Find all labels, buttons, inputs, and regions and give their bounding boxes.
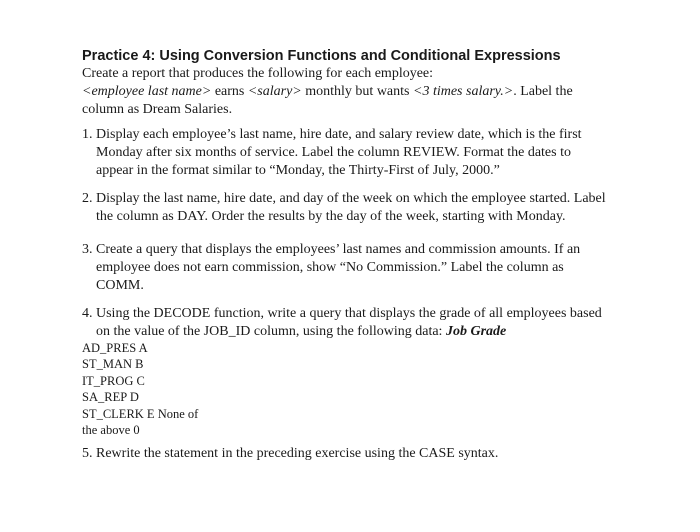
intro-monthly: monthly but wants: [301, 84, 413, 99]
employee-last-name-placeholder: <employee last name>: [82, 84, 212, 99]
grade-row: AD_PRES A: [82, 341, 148, 355]
question-4-line-2-text: on the value of the JOB_ID column, using the following data:: [96, 324, 446, 339]
question-1-line-2: Monday after six months of service. Label the column REVIEW. Format the dates to: [96, 145, 571, 160]
grade-row: ST_CLERK E None of: [82, 406, 199, 421]
grade-row: the above 0: [82, 422, 140, 437]
question-2-line-1: 2. Display the last name, hire date, and day of the week on which the employee started. Label: [82, 191, 606, 206]
grade-row: ST_MAN B: [82, 357, 144, 372]
question-4-line-2: [82, 323, 602, 341]
question-3: [82, 241, 580, 295]
intro-line-3: column as Dream Salaries.: [82, 102, 233, 117]
job-grade-list: [82, 340, 198, 438]
question-3-line-1: 3. Create a query that displays the employees’ last names and commission amounts. If an: [82, 242, 581, 257]
grade-row: IT_PROG C: [82, 373, 145, 388]
question-1-line-3: appear in the format similar to “Monday, the Thirty-First of July, 2000.”: [96, 163, 500, 178]
question-1-line-1: 1. Display each employee’s last name, hire date, and salary review date, which is the first: [82, 127, 582, 142]
practice-title: Practice 4: Using Conversion Functions and Conditional Expressions: [82, 48, 561, 64]
question-3-line-3: COMM.: [96, 278, 144, 293]
job-grade-heading: Job Grade: [445, 324, 507, 339]
question-2: [82, 190, 606, 226]
intro-earns: earns: [211, 84, 248, 99]
intro-label: . Label the: [513, 84, 573, 99]
grade-row: SA_REP D: [82, 390, 139, 405]
question-4-line-1: 4. Using the DECODE function, write a query that displays the grade of all employees based: [82, 306, 602, 321]
intro-line-1: Create a report that produces the following for each employee:: [82, 66, 434, 81]
intro-line-2: [82, 83, 573, 101]
question-5-line-1: 5. Rewrite the statement in the preceding exercise using the CASE syntax.: [82, 446, 499, 461]
question-3-line-2: employee does not earn commission, show “No Commission.” Label the column as: [96, 260, 564, 275]
question-1: [82, 126, 582, 180]
question-2-line-2: the column as DAY. Order the results by the day of the week, starting with Monday.: [96, 209, 566, 224]
salary-placeholder: <salary>: [247, 84, 302, 99]
question-5: [82, 445, 498, 463]
triple-salary-placeholder: <3 times salary.>: [413, 84, 514, 99]
question-4: [82, 305, 602, 341]
intro-paragraph: [82, 65, 573, 119]
